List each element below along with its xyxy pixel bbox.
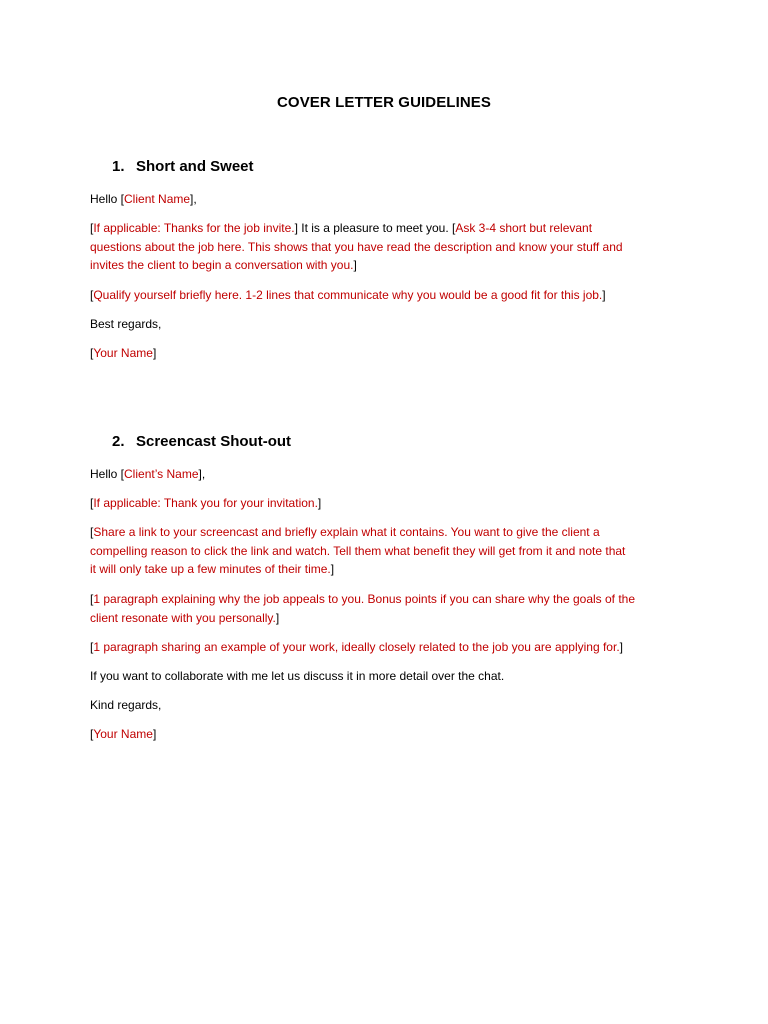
collaborate-paragraph [90,667,690,686]
bracket-open: [ [90,288,94,302]
signature-line [90,344,690,363]
greeting-suffix: ], [198,467,206,481]
intro-paragraph [90,219,690,275]
section-screencast-shout-out [90,433,690,450]
work-example-placeholder: 1 paragraph sharing an example of your work, ideally closely related to the job you are applying for. [93,640,620,654]
bracket-open: [ [90,346,94,360]
questions-placeholder-line2: questions about the job here. This shows that you have read the description and know your stuff and [90,239,623,254]
appeal-placeholder-line1: 1 paragraph explaining why the job appeals to you. Bonus points if you can share why the goals of the [93,592,636,606]
applicable-thanks-placeholder: If applicable: Thanks for the job invite. [93,221,295,235]
pleasure-text: ] It is a pleasure to meet you. [ [294,221,456,235]
section-heading [112,433,690,450]
greeting-suffix: ], [190,192,197,206]
bracket-close: ] [152,346,157,360]
document-title: COVER LETTER GUIDELINES [277,94,491,111]
bracket-close: ] [330,562,335,576]
questions-placeholder-line1: Ask 3-4 short but relevant [455,221,593,235]
section-title: Short and Sweet [136,158,254,175]
section-title: Screencast Shout-out [136,433,292,450]
invitation-paragraph [90,494,690,513]
work-example-paragraph [90,638,690,657]
bracket-close: ] [353,258,357,272]
greeting-prefix: Hello [ [90,467,125,481]
section-number: 1. [112,158,125,175]
appeal-placeholder-line2: client resonate with you personally. [90,610,276,625]
screencast-placeholder-line3: it will only take up a few minutes of their time. [90,562,331,576]
closing-line [90,696,690,715]
invitation-placeholder: If applicable: Thank you for your invitation. [93,496,318,510]
screencast-placeholder-line2: compelling reason to click the link and watch. Tell them what benefit they will get from it and note that [90,543,626,558]
closing-text: Kind regards, [90,698,162,712]
section-heading [112,158,690,175]
bracket-open: [ [90,221,94,235]
bracket-close: ] [275,610,280,625]
bracket-open: [ [90,727,94,741]
bracket-open: [ [90,640,94,654]
collaborate-text: If you want to collaborate with me let us discuss it in more detail over the chat. [90,669,505,683]
section-short-and-sweet [90,158,690,175]
greeting-prefix: Hello [ [90,192,125,206]
greeting-line [90,190,690,209]
client-name-placeholder: Client Name [124,192,191,206]
section-number: 2. [112,433,125,450]
bracket-open: [ [90,525,94,539]
appeal-paragraph [90,590,690,627]
client-name-placeholder: Client’s Name [124,467,199,481]
qualify-paragraph [90,286,690,305]
bracket-close: ] [619,640,623,654]
bracket-open: [ [90,496,94,510]
closing-text: Best regards, [90,317,162,331]
your-name-placeholder: Your Name [93,727,153,741]
signature-line [90,725,690,744]
bracket-open: [ [90,592,94,606]
qualify-placeholder: Qualify yourself briefly here. 1-2 lines that communicate why you would be a good fit for this job. [93,288,603,302]
bracket-close: ] [602,288,606,302]
closing-line [90,315,690,334]
bracket-close: ] [152,727,157,741]
your-name-placeholder: Your Name [93,346,153,360]
questions-placeholder-line3: invites the client to begin a conversation with you. [90,258,354,272]
greeting-line [90,465,690,484]
screencast-placeholder-line1: Share a link to your screencast and briefly explain what it contains. You want to give the client a [93,525,600,539]
screencast-paragraph [90,523,690,579]
bracket-close: ] [317,496,322,510]
